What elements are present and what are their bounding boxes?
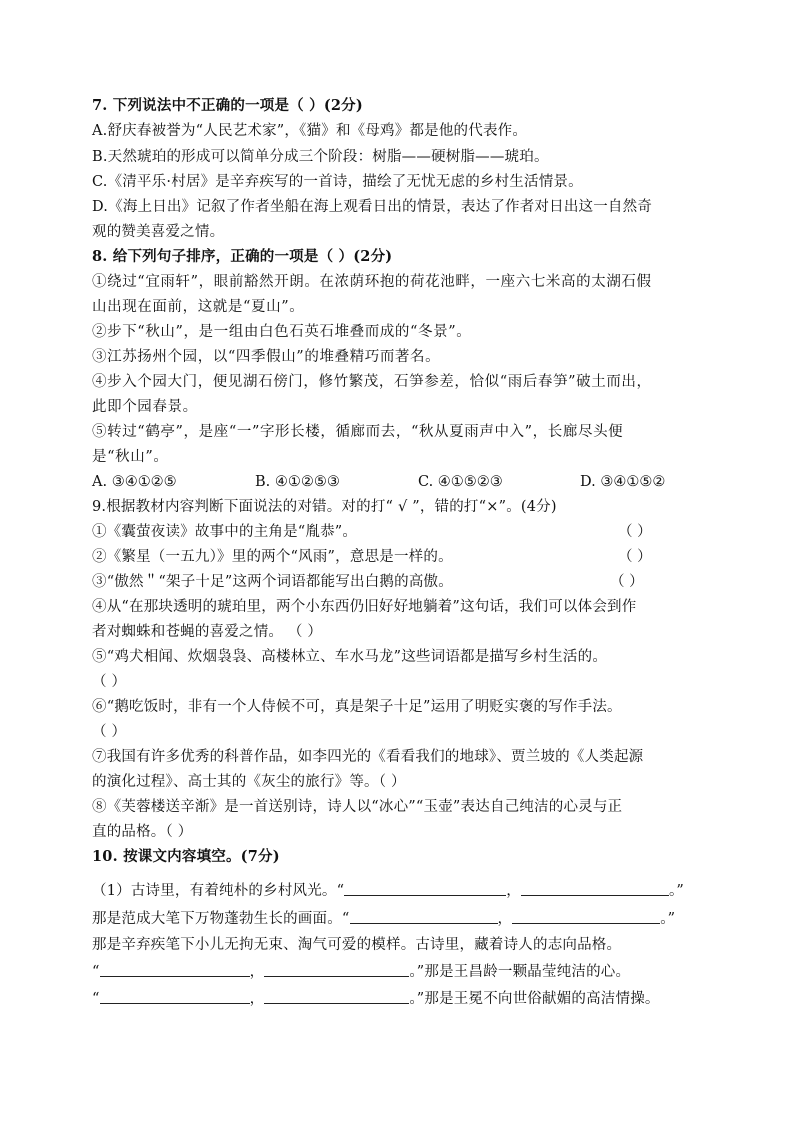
fill-blank[interactable]	[344, 880, 506, 896]
question-9-title: 9.根据教材内容判断下面说法的对错。对的打“ √ ”，错的打“×”。(4分)	[92, 499, 557, 515]
question-10-line-2-text: 那是范成大笔下万物蓬勃生长的画面。“	[92, 911, 350, 927]
question-10-line-5-text: 。”那是王冕不向世俗献媚的高洁情操。	[409, 991, 660, 1007]
question-9-item-2: ②《繁星（一五九）》里的两个“风雨”，意思是一样的。	[92, 549, 453, 565]
question-9-item-8-line1: ⑧《芙蓉楼送辛渐》是一首送别诗，诗人以“冰心”“玉壶”表达自己纯洁的心灵与正	[92, 799, 623, 815]
fill-blank[interactable]	[521, 880, 669, 896]
question-8-option-d: D. ③④①⑤②	[580, 474, 666, 490]
question-10-line-4	[92, 961, 630, 982]
question-10-line-5	[92, 988, 660, 1009]
question-10-line-4-text: 。”那是王昌龄一颗晶莹纯洁的心。	[409, 964, 631, 980]
question-7-option-c: C.《清平乐·村居》是辛弃疾写的一首诗，描绘了无忧无虑的乡村生活情景。	[92, 174, 583, 190]
question-7-title: 7. 下列说法中不正确的一项是（ ）(2分)	[92, 97, 363, 114]
question-10-line-3: 那是辛弃疾笔下小儿无拘无束、淘气可爱的模样。古诗里，藏着诗人的志向品格。	[92, 937, 622, 953]
question-7-option-a: A.舒庆春被誉为“人民艺术家”，《猫》和《母鸡》都是他的代表作。	[92, 123, 528, 139]
question-9-item-4-line1: ④从“在那块透明的琥珀里，两个小东西仍旧好好地躺着”这句话，我们可以体会到作	[92, 599, 637, 615]
question-9-item-6-answer[interactable]: （ ）	[92, 724, 127, 740]
question-7-option-d-line2: 观的赞美喜爱之情。	[92, 224, 225, 240]
question-8-title: 8. 给下列句子排序，正确的一项是（ ）(2分)	[92, 248, 393, 265]
question-9-item-5-answer[interactable]: （ ）	[92, 674, 127, 690]
question-8-sentence-4-line2: 此即个园春景。	[92, 399, 198, 415]
question-8-option-c: C. ④①⑤②③	[418, 474, 503, 490]
question-8-sentence-4-line1: ④步入个园大门，便见湖石傍门，修竹繁茂，石笋参差，恰似“雨后春笋”破土而出，	[92, 374, 652, 390]
opening-quote: “	[92, 964, 100, 980]
comma: ，	[249, 964, 265, 980]
question-9-item-3: ③“傲然＂“架子十足”这两个词语都能写出白鹅的高傲。	[92, 574, 453, 590]
question-8-option-a: A. ③④①②⑤	[92, 474, 177, 490]
fill-blank[interactable]	[100, 961, 250, 977]
question-9-item-7-line1: ⑦我国有许多优秀的科普作品，如李四光的《看看我们的地球》、贾兰坡的《人类起源	[92, 749, 644, 765]
question-8-sentence-5-line2: 是“秋山”。	[92, 449, 169, 465]
comma: ，	[506, 883, 521, 899]
question-9-item-5-line1: ⑤“鸡犬相闻、炊烟袅袅、高楼林立、车水马龙”这些词语都是描写乡村生活的。	[92, 649, 608, 665]
question-9-item-2-answer[interactable]: （ ）	[618, 549, 652, 565]
question-9-item-1-answer[interactable]: （ ）	[618, 524, 652, 540]
fill-blank[interactable]	[350, 908, 498, 924]
question-9-item-1: ①《囊萤夜读》故事中的主角是“胤恭”。	[92, 524, 358, 540]
fill-blank[interactable]	[264, 988, 409, 1004]
closing-quote: 。”	[660, 911, 676, 927]
comma: ，	[249, 991, 265, 1007]
question-8-sentence-2: ②步下“秋山”，是一组由白色石英石堆叠而成的“冬景”。	[92, 324, 472, 340]
question-8-sentence-3: ③江苏扬州个园，以“四季假山”的堆叠精巧而著名。	[92, 349, 441, 365]
question-8-sentence-5-line1: ⑤转过“鹤亭”，是座“一”字形长楼，循廊而去，“秋从夏雨声中入”，长廊尽头便	[92, 424, 624, 440]
fill-blank[interactable]	[512, 908, 660, 924]
question-9-item-6-line1: ⑥“鹅吃饭时，非有一个人侍候不可，真是架子十足”运用了明贬实褒的写作手法。	[92, 699, 622, 715]
opening-quote: “	[92, 991, 100, 1007]
closing-quote: 。”	[668, 883, 685, 899]
question-8-sentence-1-line2: 山出现在面前，这就是“夏山”。	[92, 299, 305, 315]
question-9-item-8-line2: 直的品格。（ ）	[92, 824, 193, 840]
fill-blank[interactable]	[264, 961, 409, 977]
question-10-title: 10. 按课文内容填空。(7分)	[92, 848, 280, 865]
question-8-option-b: B. ④①②⑤③	[255, 474, 340, 490]
question-9-item-7-line2: 的演化过程》、高士其的《灰尘的旅行》等。（ ）	[92, 774, 406, 790]
question-9-item-3-answer[interactable]: （ ）	[610, 574, 644, 590]
question-10-line-1	[92, 880, 684, 901]
question-10-line-1-text: （1）古诗里，有着纯朴的乡村风光。“	[92, 883, 345, 899]
question-9-item-4-line2: 者对蜘蛛和苍蝇的喜爱之情。 （ ）	[92, 624, 323, 640]
question-8-sentence-1-line1: ①绕过“宜雨轩”，眼前豁然开朗。在浓荫环抱的荷花池畔，一座六七米高的太湖石假	[92, 274, 652, 290]
question-7-option-b: B.天然琥珀的形成可以简单分成三个阶段：树脂——硬树脂——琥珀。	[92, 149, 549, 165]
fill-blank[interactable]	[100, 988, 250, 1004]
comma: ，	[497, 911, 513, 927]
question-7-option-d-line1: D.《海上日出》记叙了作者坐船在海上观看日出的情景，表达了作者对日出这一自然奇	[92, 199, 653, 215]
question-10-line-2	[92, 908, 675, 929]
